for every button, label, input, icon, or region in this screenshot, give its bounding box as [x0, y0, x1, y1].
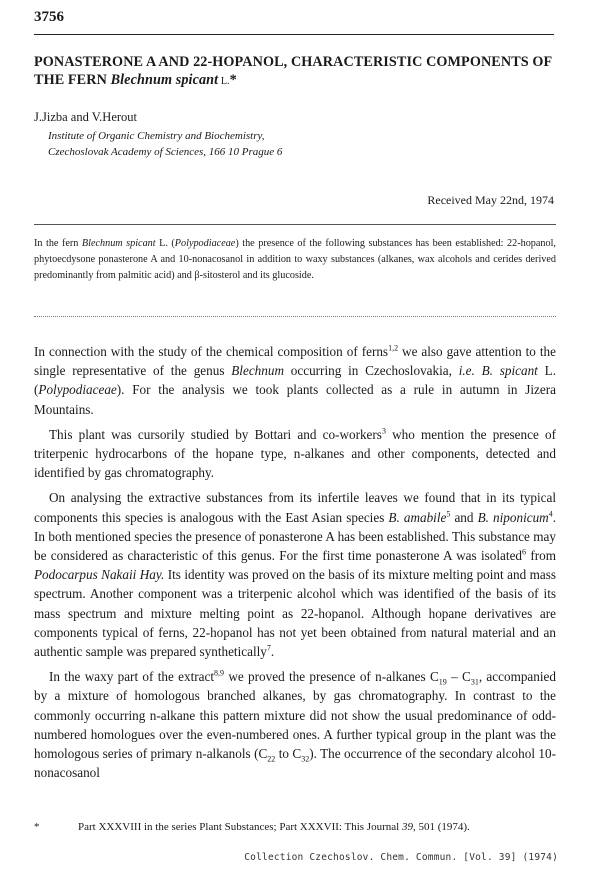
species-name: B. niponicum [477, 509, 549, 525]
abstract-text: L. ( [155, 238, 175, 249]
article-title [34, 53, 556, 91]
text: to C [275, 746, 302, 762]
text: In connection with the study of the chemical composition of ferns [34, 344, 389, 359]
citation: 1,2 [388, 343, 399, 353]
text: we also gave attention to the single representative of the genus [34, 344, 556, 379]
subscript: 32 [301, 754, 310, 764]
received-date: Received May 22nd, 1974 [427, 193, 554, 207]
text: This plant was cursorily studied by Bottari and co-workers [49, 426, 382, 442]
species-name: i.e. B. spicant [458, 363, 538, 379]
title-main: PONASTERONE A AND 22-HOPANOL, CHARACTERISTIC COMPONENTS OF THE FERN [34, 54, 552, 88]
affiliation-line-1: Institute of Organic Chemistry and Biochemistry, [48, 130, 265, 142]
header-rule [34, 34, 554, 35]
paragraph-1 [34, 342, 556, 419]
article-body [34, 342, 556, 788]
footnote-text: Part XXXVIII in the series Plant Substances; Part XXXVII: This Journal [78, 821, 402, 833]
page-number: 3756 [34, 9, 64, 25]
abstract-top-rule [34, 224, 556, 225]
citation: 8,9 [214, 668, 225, 678]
text: ). For the analysis we took plants collected as a rule in autumn in Jizera Mountains. [34, 382, 556, 417]
footnote-text: , 501 (1974). [412, 821, 470, 833]
paragraph-3 [34, 488, 556, 661]
text: , accompanied by a mixture of homologous branched alkanes, by gas chromatography. In contrast to the commonly occurring n-alkane this pattern mixture did not show the usual predominance of odd-numbered homologues over the even-numbered ones. A further typical group in the plant was the homologous series of primary n-alkanols (C [34, 669, 556, 762]
subscript: 22 [267, 754, 276, 764]
title-genus: Blechnum spicant [110, 72, 219, 88]
text: who mention the presence of triterpenic hydrocarbons of the hopane type, n-alkanes and other components, detected and identified by gas chromatography. [34, 426, 557, 481]
affiliation-line-2: Czechoslovak Academy of Sciences, 166 10 Prague 6 [48, 146, 283, 158]
text: Its identity was proved on the basis of its mixture melting point and mass spectrum. Another component was a triterpenic alcohol which was identified of the basis of its mass spectrum and mixture melting point as 22-hopanol. Although hopane derivatives are components typical of ferns, 22-hopanol has not yet been obtained from natural material and an authentic sample was prepared synthetically [34, 567, 556, 660]
text: – C [446, 669, 471, 685]
text: L. ( [34, 363, 556, 398]
text: On analysing the extractive substances from its infertile leaves we found that in its typical components this species is analogous with the East Asian species [34, 490, 556, 525]
title-footnote-mark: * [229, 72, 237, 88]
abstract-bottom-rule [34, 316, 556, 317]
paragraph-2 [34, 425, 556, 483]
text: we proved the presence of n-alkanes C [224, 669, 439, 685]
text: occurring in Czechoslovakia, [283, 363, 459, 379]
genus-name: Blechnum [231, 363, 284, 379]
text: and [450, 509, 478, 525]
abstract-family: Polypodiaceae [174, 238, 236, 249]
text: ). The occurrence of the secondary alcohol 10-nonacosanol [34, 746, 557, 781]
affiliation [48, 128, 282, 160]
title-author-abbrev: L. [218, 76, 230, 87]
citation: 4 [548, 509, 553, 519]
abstract [34, 236, 556, 284]
citation: 3 [381, 426, 386, 436]
abstract-text: ) the presence of the following substances has been established: 22-hopanol, phytoecdysone ponasterone A and 10-nonacosanol in addition to waxy substances (alkanes, wax alcohols and cerides derived predominantly from palmitic acid) and β-sitosterol and its glucoside. [34, 238, 556, 281]
journal-footer: Collection Czechoslov. Chem. Commun. [Vol. 39] (1974) [244, 852, 558, 863]
text: . In both mentioned species the presence of ponasterone A has been established. This substance may be considered as characteristic of this genus. For the first time ponasterone A was isolated [34, 509, 557, 564]
abstract-text: In the fern [34, 238, 82, 249]
footnote-volume: 39 [401, 821, 413, 833]
abstract-genus: Blechnum spicant [81, 238, 156, 249]
authors: J.Jizba and V.Herout [34, 110, 137, 124]
subscript: 31 [470, 677, 479, 687]
footnote-mark: * [34, 821, 40, 833]
species-name: B. amabile [388, 509, 447, 525]
text: from [526, 548, 556, 564]
paragraph-4 [34, 667, 556, 782]
citation: 7 [266, 643, 271, 653]
family-name: Polypodiaceae [38, 382, 117, 398]
subscript: 19 [438, 677, 447, 687]
species-name: Podocarpus Nakaii Hay. [34, 567, 165, 583]
citation: 6 [522, 547, 527, 557]
citation: 5 [446, 509, 451, 519]
text: . [270, 644, 275, 660]
footnote [34, 821, 556, 833]
text: In the waxy part of the extract [49, 669, 215, 685]
